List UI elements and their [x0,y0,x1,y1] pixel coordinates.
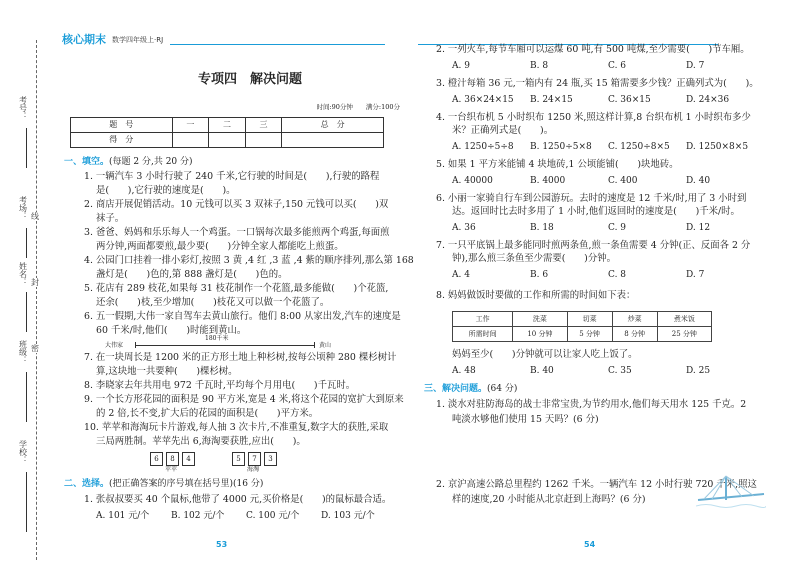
fill-line: 三局两胜制。苹苹先出 6,海淘要获胜,应出( )。 [96,436,306,447]
table-row [453,327,712,342]
card: 7 [248,452,261,466]
work-time-table [452,311,712,342]
solve-question: 2. 京沪高速公路总里程约 1262 千米。一辆汽车 12 小时行驶 720 千米,照这 [436,479,757,490]
field-name-blank[interactable] [26,292,27,332]
fill-line: 5. 花店有 289 枝花,如果每 31 枝花制作一个花篮,最多能做( )个花篮, [84,283,389,294]
choice-question: 妈妈至少( )分钟就可以让家人吃上饭了。 [452,349,638,360]
choice-option[interactable]: D. 7 [686,270,705,280]
card-group-haitao [232,452,280,473]
solve-question: 1. 淡水对驻防海岛的战士非常宝贵,为节约用水,他们每天用水 125 千克。2 [436,399,747,410]
table-cell: 炒菜 [612,312,657,327]
choice-options [452,142,752,153]
choice-question: 米？正确列式是( )。 [452,125,554,136]
choice-option[interactable]: D. 103 元/个 [321,511,375,521]
choice-option[interactable]: C. 8 [608,270,627,280]
route-from-label: 大伟家 [105,342,124,349]
seal-mark-secret: 密 [31,344,39,353]
fill-line: 的 2 倍,长不变,扩大后的花园的面积是( )平方米。 [96,408,319,419]
score-header-cell: 题 号 [71,118,173,133]
choice-question: 4. 一台织布机 5 小时织布 1250 米,照这样计算,8 台织布机 1 小时织布多少 [436,112,751,123]
choice-option[interactable]: B. 18 [530,223,554,233]
choice-options [452,176,752,187]
score-header-cell: 二 [209,118,246,133]
score-table-row [71,118,384,133]
card: 4 [182,452,195,466]
field-class: 班级： [18,340,28,364]
card-label: 海淘 [246,466,259,473]
fill-line: 4. 公园门口挂着一排小彩灯,按照 3 黄 ,4 红 ,3 蓝 ,4 紫的顺序排列,那么第 168 [84,255,414,266]
section-solve-title: 三、解决问题。(64 分) [424,384,518,394]
choice-option[interactable]: C. 35 [608,366,632,376]
score-cell[interactable] [209,133,246,148]
fill-line: 算,这块地一共要种( )棵杉树。 [96,366,238,377]
choice-option[interactable]: B. 40 [530,366,554,376]
choice-question: 达。返回时比去时多用了 1 小时,他们返回时的速度是( )千米/时。 [452,206,740,217]
table-cell: 煮米饭 [657,312,711,327]
cut-line [36,40,37,560]
fill-line: 是( ),它行驶的速度是( )。 [96,185,236,196]
choice-options [452,223,752,234]
table-cell: 工作 [453,312,513,327]
choice-option[interactable]: A. 101 元/个 [96,511,150,521]
answer-area[interactable] [452,430,752,470]
choice-question: 5. 如果 1 平方米能铺 4 块地砖,1 公顷能铺( )块地砖。 [436,159,679,170]
brand-subtitle: 数学四年级上·RJ [112,36,164,44]
score-cell[interactable] [282,133,384,148]
fill-line: 1. 一辆汽车 3 小时行驶了 240 千米,它行驶的时间是( ),行驶的路程 [84,171,380,182]
choice-option[interactable]: C. 400 [608,176,638,186]
card-label: 苹苹 [164,466,177,473]
table-cell: 5 分钟 [567,327,612,342]
field-exam-number-blank[interactable] [26,128,27,168]
choice-question: 3. 橙汁每箱 36 元,一箱内有 24 瓶,买 15 箱需要多少钱？正确列式为( )。 [436,78,759,89]
section-fill-title: 一、填空。(每题 2 分,共 20 分) [64,157,193,167]
choice-option[interactable]: B. 1250÷5×8 [530,142,592,152]
choice-option[interactable]: D. 1250×8×5 [686,142,749,152]
choice-option[interactable]: D. 40 [686,176,711,186]
choice-option[interactable]: A. 40000 [452,176,493,186]
table-cell: 切菜 [567,312,612,327]
choice-option[interactable]: A. 9 [452,61,470,71]
field-exam-room: 考场： [18,196,28,220]
choice-option[interactable]: A. 4 [452,270,470,280]
choice-options [452,61,752,72]
brand-logo: 核心期末 [62,33,106,46]
answer-area[interactable] [452,510,752,535]
field-name: 姓名： [18,262,28,286]
choice-option[interactable]: B. 6 [530,270,549,280]
solve-question: 样的速度,20 小时能从北京赶到上海吗？(6 分) [452,494,646,505]
score-header-cell: 总 分 [282,118,384,133]
fill-line: 盏灯是( )色的,第 888 盏灯是( )色的。 [96,269,288,280]
page-number-right: 54 [584,540,596,549]
choice-question: 钟),那么煎三条鱼至少需要( )分钟。 [452,253,616,264]
bridge-icon [696,470,766,510]
fill-line: 6. 五一假期,大伟一家自驾车去黄山旅行。他们 8:00 从家出发,汽车的速度是 [84,311,401,322]
route-line [135,345,315,346]
route-diagram [105,337,360,351]
fill-line: 7. 在一块周长是 1200 米的正方形土地上种杉树,按每公顷种 280 棵杉树计 [84,352,397,363]
score-cell[interactable] [172,133,209,148]
route-to-label: 黄山 [319,342,332,349]
route-tick [314,342,315,348]
choice-option[interactable]: D. 24×36 [686,95,730,105]
table-cell: 10 分钟 [513,327,567,342]
header-rule-left [170,44,385,45]
score-header-cell: 一 [172,118,209,133]
choice-question: 8. 妈妈做饭时要做的工作和所需的时间如下表： [436,290,636,301]
binding-strip [0,0,48,585]
exam-meta: 时间:90分钟 满分:100分 [316,103,400,111]
choice-option[interactable]: B. 102 元/个 [171,511,225,521]
choice-question: 2. 一列火车,每节车厢可以运煤 60 吨,有 500 吨煤,至少需要( )节车厢。 [436,44,750,55]
card: 6 [150,452,163,466]
choice-option[interactable]: C. 9 [608,223,627,233]
card: 3 [264,452,277,466]
choice-question: 7. 一只平底锅上最多能同时煎两条鱼,煎一条鱼需要 4 分钟(正、反面各 2 分 [436,240,751,251]
choice-option[interactable]: A. 48 [452,366,476,376]
route-distance-label: 180千米 [205,335,229,342]
card: 8 [166,452,179,466]
table-cell: 25 分钟 [657,327,711,342]
fill-line: 60 千米/时,他们( )时能到黄山。 [96,325,247,336]
choice-option[interactable]: D. 25 [686,366,711,376]
score-row-label: 得 分 [71,133,173,148]
field-school: 学校： [18,440,28,464]
score-cell[interactable] [245,133,282,148]
choice-option[interactable]: B. 4000 [530,176,566,186]
fill-line: 9. 一个长方形花园的面积是 90 平方米,宽是 4 米,将这个花园的宽扩大到原来 [84,394,404,405]
score-table-row [71,133,384,148]
table-cell: 8 分钟 [612,327,657,342]
fill-line: 3. 爸爸、妈妈和乐乐每人一个鸡蛋。一口锅每次最多能煎两个鸡蛋,每面煎 [84,227,390,238]
seal-mark-seal: 封 [31,278,39,287]
choice-option[interactable]: C. 1250÷8×5 [608,142,670,152]
fill-line: 2. 商店开展促销活动。10 元钱可以买 3 双袜子,150 元钱可以买( )双 [84,199,389,210]
choice-option[interactable]: A. 36×24×15 [452,95,514,105]
table-cell: 洗菜 [513,312,567,327]
route-tick [135,342,136,348]
choice-question: 1. 张叔叔要买 40 个鼠标,他带了 4000 元,买价格是( )的鼠标最合适。 [84,494,392,505]
choice-option[interactable]: C. 100 元/个 [246,511,300,521]
choice-options [96,511,396,522]
table-cell: 所需时间 [453,327,513,342]
card-group-pingping [150,452,198,473]
choice-option[interactable]: A. 36 [452,223,476,233]
fill-line: 两分钟,两面都要煎,最少要( )分钟全家人都能吃上煎蛋。 [96,241,344,252]
choice-options [452,270,752,281]
fill-line: 10. 苹苹和海淘玩卡片游戏,每人抽 3 次卡片,不准重复,数字大的获胜,采取 [84,422,389,433]
choice-option[interactable]: A. 1250÷5÷8 [452,142,514,152]
card: 5 [232,452,245,466]
table-row [453,312,712,327]
choice-option[interactable]: D. 7 [686,61,705,71]
choice-option[interactable]: B. 8 [530,61,549,71]
choice-option[interactable]: C. 36×15 [608,95,651,105]
choice-option[interactable]: B. 24×15 [530,95,573,105]
choice-option[interactable]: C. 6 [608,61,627,71]
choice-options [452,95,752,106]
field-school-blank[interactable] [26,472,27,532]
field-exam-room-blank[interactable] [26,228,27,258]
score-header-cell: 三 [245,118,282,133]
fill-line: 还余( )枝,至少增加( )枝花又可以做一个花篮了。 [96,297,330,308]
fill-line: 袜子。 [96,213,125,224]
page-number-left: 53 [216,540,228,549]
solve-question: 吨淡水够他们使用 15 天吗？(6 分) [452,414,599,425]
choice-question: 6. 小丽一家骑自行车到公园游玩。去时的速度是 12 千米/时,用了 3 小时到 [436,193,747,204]
section-choice-title: 二、选择。(把正确答案的序号填在括号里)(16 分) [64,479,264,489]
score-table [70,117,384,148]
choice-option[interactable]: D. 12 [686,223,711,233]
seal-mark-line: 线 [31,212,39,221]
fill-line: 8. 李晓家去年共用电 972 千瓦时,平均每个月用电( )千瓦时。 [84,380,356,391]
page-title: 专项四 解决问题 [197,72,302,87]
field-exam-number: 考号： [18,96,28,120]
choice-options [452,366,752,377]
field-class-blank[interactable] [26,372,27,422]
